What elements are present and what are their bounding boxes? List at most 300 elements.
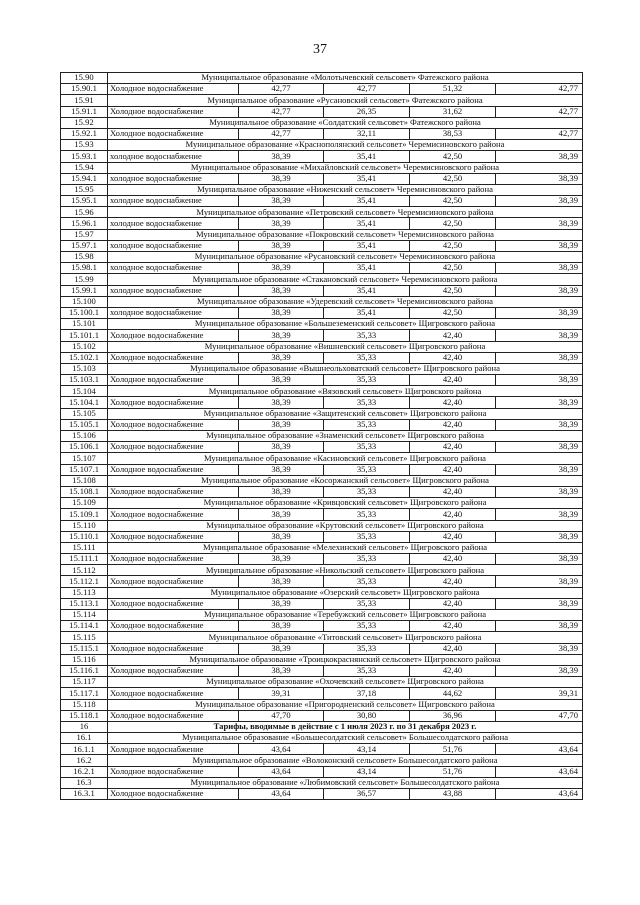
- service-name: холодное водоснабжение: [108, 240, 239, 251]
- municipality-row: [61, 431, 583, 442]
- tariff-value-2: 32,11: [324, 128, 410, 139]
- section-number: 15.115: [61, 632, 108, 643]
- municipality-row: [61, 453, 583, 464]
- municipality-name: Муниципальное образование «Ниженский сельсовет» Черемисиновского района: [108, 184, 583, 195]
- tariff-value-1: 38,39: [239, 509, 324, 520]
- municipality-name: Муниципальное образование «Любимовский сельсовет» Большесолдатского района: [108, 777, 583, 788]
- tariff-value-1: 38,39: [239, 621, 324, 632]
- tariff-value-2: 35,33: [324, 598, 410, 609]
- tariff-table: [60, 72, 583, 800]
- tariff-value-3: 42,40: [410, 352, 496, 363]
- tariff-value-1: 38,39: [239, 531, 324, 542]
- section-number: 15.100: [61, 296, 108, 307]
- tariff-value-1: 38,39: [239, 598, 324, 609]
- tariff-value-3: 42,40: [410, 509, 496, 520]
- section-number: 15.118: [61, 699, 108, 710]
- tariff-row: [61, 352, 583, 363]
- service-name: Холодное водоснабжение: [108, 106, 239, 117]
- period-heading-row: [61, 721, 583, 732]
- section-number: 15.103: [61, 363, 108, 374]
- tariff-value-2: 35,33: [324, 330, 410, 341]
- municipality-name: Муниципальное образование «Мелехинский сельсовет» Щигровского района: [108, 542, 583, 553]
- service-name: Холодное водоснабжение: [108, 442, 239, 453]
- tariff-value-4: 38,39: [496, 218, 583, 229]
- section-number: 15.108: [61, 475, 108, 486]
- service-name: холодное водоснабжение: [108, 218, 239, 229]
- tariff-value-2: 35,41: [324, 196, 410, 207]
- service-name: Холодное водоснабжение: [108, 576, 239, 587]
- row-number: 15.117.1: [61, 688, 108, 699]
- municipality-name: Муниципальное образование «Титовский сельсовет» Щигровского района: [108, 632, 583, 643]
- tariff-value-1: 38,39: [239, 486, 324, 497]
- tariff-value-2: 35,41: [324, 218, 410, 229]
- tariff-value-2: 43,14: [324, 766, 410, 777]
- tariff-value-4: 38,39: [496, 397, 583, 408]
- tariff-value-1: 43,64: [239, 789, 324, 800]
- tariff-row: [61, 621, 583, 632]
- service-name: Холодное водоснабжение: [108, 766, 239, 777]
- tariff-value-4: 38,39: [496, 307, 583, 318]
- municipality-row: [61, 184, 583, 195]
- tariff-row: [61, 263, 583, 274]
- service-name: холодное водоснабжение: [108, 173, 239, 184]
- municipality-row: [61, 341, 583, 352]
- service-name: Холодное водоснабжение: [108, 621, 239, 632]
- tariff-value-3: 42,40: [410, 397, 496, 408]
- service-name: Холодное водоснабжение: [108, 531, 239, 542]
- service-name: Холодное водоснабжение: [108, 397, 239, 408]
- section-number: 15.101: [61, 319, 108, 330]
- tariff-value-2: 35,41: [324, 263, 410, 274]
- section-number: 15.107: [61, 453, 108, 464]
- row-number: 15.116.1: [61, 665, 108, 676]
- tariff-row: [61, 665, 583, 676]
- municipality-name: Муниципальное образование «Теребужский сельсовет» Щигровского района: [108, 610, 583, 621]
- service-name: Холодное водоснабжение: [108, 330, 239, 341]
- tariff-row: [61, 688, 583, 699]
- section-number: 16.3: [61, 777, 108, 788]
- tariff-row: [61, 196, 583, 207]
- tariff-row: [61, 218, 583, 229]
- tariff-value-3: 36,96: [410, 710, 496, 721]
- municipality-name: Муниципальное образование «Петровский сельсовет» Черемисиновского района: [108, 207, 583, 218]
- section-number: 15.90: [61, 73, 108, 84]
- tariff-value-2: 42,77: [324, 84, 410, 95]
- section-number: 15.91: [61, 95, 108, 106]
- tariff-value-4: 38,39: [496, 486, 583, 497]
- tariff-value-3: 42,40: [410, 442, 496, 453]
- row-number: 15.115.1: [61, 643, 108, 654]
- tariff-value-3: 42,50: [410, 263, 496, 274]
- row-number: 15.114.1: [61, 621, 108, 632]
- row-number: 15.90.1: [61, 84, 108, 95]
- tariff-row: [61, 598, 583, 609]
- tariff-value-1: 38,39: [239, 307, 324, 318]
- section-number: 15.98: [61, 252, 108, 263]
- section-number: 15.112: [61, 565, 108, 576]
- tariff-value-4: 43,64: [496, 766, 583, 777]
- municipality-row: [61, 73, 583, 84]
- row-number: 15.118.1: [61, 710, 108, 721]
- section-number: 15.117: [61, 677, 108, 688]
- municipality-name: Муниципальное образование «Знаменский сельсовет» Щигровского района: [108, 431, 583, 442]
- service-name: Холодное водоснабжение: [108, 789, 239, 800]
- tariff-value-3: 44,62: [410, 688, 496, 699]
- tariff-table-body: [61, 73, 583, 800]
- municipality-row: [61, 386, 583, 397]
- tariff-value-3: 43,88: [410, 789, 496, 800]
- section-number: 15.110: [61, 520, 108, 531]
- tariff-value-4: 42,77: [496, 84, 583, 95]
- municipality-row: [61, 140, 583, 151]
- tariff-value-3: 42,50: [410, 307, 496, 318]
- tariff-value-2: 36,57: [324, 789, 410, 800]
- tariff-row: [61, 128, 583, 139]
- tariff-value-3: 42,50: [410, 173, 496, 184]
- row-number: 16.3.1: [61, 789, 108, 800]
- municipality-row: [61, 319, 583, 330]
- municipality-name: Муниципальное образование «Русановский сельсовет» Черемисиновского района: [108, 252, 583, 263]
- tariff-value-1: 38,39: [239, 464, 324, 475]
- tariff-value-1: 42,77: [239, 84, 324, 95]
- municipality-row: [61, 117, 583, 128]
- municipality-row: [61, 587, 583, 598]
- service-name: Холодное водоснабжение: [108, 744, 239, 755]
- tariff-value-2: 35,41: [324, 173, 410, 184]
- tariff-value-1: 38,39: [239, 375, 324, 386]
- tariff-value-3: 42,40: [410, 464, 496, 475]
- section-number: 15.94: [61, 162, 108, 173]
- municipality-row: [61, 542, 583, 553]
- municipality-name: Муниципальное образование «Вязовский сельсовет» Щигровского района: [108, 386, 583, 397]
- municipality-row: [61, 363, 583, 374]
- tariff-value-3: 42,40: [410, 486, 496, 497]
- tariff-value-4: 43,64: [496, 744, 583, 755]
- tariff-row: [61, 744, 583, 755]
- municipality-name: Муниципальное образование «Русановский сельсовет» Фатежского района: [108, 95, 583, 106]
- tariff-value-1: 43,64: [239, 766, 324, 777]
- tariff-value-4: 38,39: [496, 173, 583, 184]
- row-number: 15.101.1: [61, 330, 108, 341]
- tariff-value-2: 35,33: [324, 442, 410, 453]
- municipality-name: Муниципальное образование «Краснополянский сельсовет» Черемисиновского района: [108, 140, 583, 151]
- municipality-row: [61, 296, 583, 307]
- municipality-name: Муниципальное образование «Кривцовский сельсовет» Щигровского района: [108, 498, 583, 509]
- row-number: 15.100.1: [61, 307, 108, 318]
- tariff-value-1: 38,39: [239, 173, 324, 184]
- tariff-value-1: 47,70: [239, 710, 324, 721]
- row-number: 15.113.1: [61, 598, 108, 609]
- municipality-name: Муниципальное образование «Молотычевский сельсовет» Фатежского района: [108, 73, 583, 84]
- municipality-row: [61, 475, 583, 486]
- tariff-value-2: 35,33: [324, 419, 410, 430]
- tariff-value-1: 43,64: [239, 744, 324, 755]
- tariff-value-4: 38,39: [496, 240, 583, 251]
- tariff-row: [61, 766, 583, 777]
- tariff-row: [61, 307, 583, 318]
- tariff-value-4: 39,31: [496, 688, 583, 699]
- municipality-row: [61, 498, 583, 509]
- tariff-value-4: 38,39: [496, 151, 583, 162]
- tariff-row: [61, 554, 583, 565]
- tariff-row: [61, 397, 583, 408]
- municipality-name: Муниципальное образование «Волоконский сельсовет» Большесолдатского района: [108, 755, 583, 766]
- tariff-value-4: 47,70: [496, 710, 583, 721]
- municipality-name: Муниципальное образование «Михайловский сельсовет» Черемисиновского района: [108, 162, 583, 173]
- tariff-value-2: 35,33: [324, 531, 410, 542]
- municipality-row: [61, 610, 583, 621]
- tariff-value-4: 38,39: [496, 442, 583, 453]
- tariff-value-3: 42,40: [410, 531, 496, 542]
- tariff-value-1: 38,39: [239, 285, 324, 296]
- tariff-row: [61, 789, 583, 800]
- tariff-value-3: 42,40: [410, 576, 496, 587]
- tariff-value-1: 38,39: [239, 554, 324, 565]
- section-number: 16.2: [61, 755, 108, 766]
- service-name: холодное водоснабжение: [108, 263, 239, 274]
- tariff-row: [61, 84, 583, 95]
- municipality-row: [61, 755, 583, 766]
- tariff-value-1: 38,39: [239, 665, 324, 676]
- tariff-value-3: 42,50: [410, 218, 496, 229]
- tariff-value-2: 43,14: [324, 744, 410, 755]
- municipality-name: Муниципальное образование «Пригородненский сельсовет» Щигровского района: [108, 699, 583, 710]
- municipality-name: Муниципальное образование «Стакановский сельсовет» Черемисиновского района: [108, 274, 583, 285]
- tariff-value-1: 38,39: [239, 263, 324, 274]
- service-name: Холодное водоснабжение: [108, 688, 239, 699]
- tariff-value-2: 35,33: [324, 464, 410, 475]
- municipality-name: Муниципальное образование «Большеземенский сельсовет» Щигровского района: [108, 319, 583, 330]
- municipality-name: Муниципальное образование «Вышнеольховатский сельсовет» Щигровского района: [108, 363, 583, 374]
- tariff-value-4: 38,39: [496, 419, 583, 430]
- tariff-value-1: 38,39: [239, 240, 324, 251]
- municipality-name: Муниципальное образование «Вишневский сельсовет» Щигровского района: [108, 341, 583, 352]
- row-number: 15.92.1: [61, 128, 108, 139]
- tariff-value-4: 38,39: [496, 598, 583, 609]
- tariff-value-2: 35,33: [324, 643, 410, 654]
- service-name: Холодное водоснабжение: [108, 598, 239, 609]
- tariff-row: [61, 531, 583, 542]
- row-number: 15.91.1: [61, 106, 108, 117]
- tariff-value-2: 35,33: [324, 352, 410, 363]
- tariff-value-4: 38,39: [496, 330, 583, 341]
- municipality-row: [61, 252, 583, 263]
- service-name: Холодное водоснабжение: [108, 554, 239, 565]
- tariff-value-1: 38,39: [239, 576, 324, 587]
- municipality-name: Муниципальное образование «Никольский сельсовет» Щигровского района: [108, 565, 583, 576]
- row-number: 15.112.1: [61, 576, 108, 587]
- tariff-value-4: 38,39: [496, 509, 583, 520]
- row-number: 15.102.1: [61, 352, 108, 363]
- section-number: 15.109: [61, 498, 108, 509]
- municipality-row: [61, 229, 583, 240]
- tariff-value-1: 38,39: [239, 352, 324, 363]
- service-name: холодное водоснабжение: [108, 151, 239, 162]
- municipality-row: [61, 162, 583, 173]
- tariff-value-1: 38,39: [239, 330, 324, 341]
- tariff-value-2: 35,33: [324, 375, 410, 386]
- tariff-value-1: 42,77: [239, 128, 324, 139]
- tariff-row: [61, 710, 583, 721]
- tariff-value-3: 42,50: [410, 285, 496, 296]
- section-number: 15.96: [61, 207, 108, 218]
- section-number: 15.106: [61, 431, 108, 442]
- tariff-value-4: 38,39: [496, 621, 583, 632]
- tariff-row: [61, 643, 583, 654]
- service-name: Холодное водоснабжение: [108, 128, 239, 139]
- municipality-name: Муниципальное образование «Троицкокраснянский сельсовет» Щигровского района: [108, 654, 583, 665]
- tariff-row: [61, 486, 583, 497]
- tariff-value-4: 38,39: [496, 196, 583, 207]
- section-number: 15.114: [61, 610, 108, 621]
- service-name: холодное водоснабжение: [108, 196, 239, 207]
- municipality-row: [61, 207, 583, 218]
- service-name: Холодное водоснабжение: [108, 665, 239, 676]
- row-number: 16.2.1: [61, 766, 108, 777]
- tariff-row: [61, 419, 583, 430]
- tariff-value-1: 38,39: [239, 196, 324, 207]
- municipality-name: Муниципальное образование «Крутовский сельсовет» Щигровского района: [108, 520, 583, 531]
- tariff-row: [61, 173, 583, 184]
- tariff-value-2: 35,33: [324, 397, 410, 408]
- municipality-row: [61, 699, 583, 710]
- municipality-row: [61, 408, 583, 419]
- municipality-name: Муниципальное образование «Касиновский сельсовет» Щигровского района: [108, 453, 583, 464]
- tariff-value-4: 38,39: [496, 263, 583, 274]
- tariff-value-1: 42,77: [239, 106, 324, 117]
- municipality-row: [61, 777, 583, 788]
- row-number: 15.104.1: [61, 397, 108, 408]
- tariff-value-4: 38,39: [496, 285, 583, 296]
- tariff-row: [61, 285, 583, 296]
- tariff-row: [61, 106, 583, 117]
- tariff-value-4: 38,39: [496, 352, 583, 363]
- tariff-row: [61, 442, 583, 453]
- municipality-row: [61, 632, 583, 643]
- service-name: Холодное водоснабжение: [108, 464, 239, 475]
- tariff-value-2: 35,41: [324, 240, 410, 251]
- tariff-value-1: 38,39: [239, 419, 324, 430]
- tariff-value-4: 38,39: [496, 375, 583, 386]
- tariff-value-1: 39,31: [239, 688, 324, 699]
- tariff-value-1: 38,39: [239, 151, 324, 162]
- tariff-value-3: 42,40: [410, 643, 496, 654]
- service-name: Холодное водоснабжение: [108, 419, 239, 430]
- row-number: 15.99.1: [61, 285, 108, 296]
- tariff-value-3: 51,32: [410, 84, 496, 95]
- section-number: 15.104: [61, 386, 108, 397]
- tariff-value-2: 35,33: [324, 509, 410, 520]
- row-number: 15.111.1: [61, 554, 108, 565]
- section-number: 15.116: [61, 654, 108, 665]
- section-number: 15.93: [61, 140, 108, 151]
- row-number: 15.107.1: [61, 464, 108, 475]
- tariff-value-3: 42,50: [410, 240, 496, 251]
- section-number: 16.1: [61, 733, 108, 744]
- row-number: 15.93.1: [61, 151, 108, 162]
- section-number: 15.111: [61, 542, 108, 553]
- tariff-value-1: 38,39: [239, 397, 324, 408]
- municipality-row: [61, 274, 583, 285]
- row-number: 15.105.1: [61, 419, 108, 430]
- tariff-value-3: 51,76: [410, 766, 496, 777]
- tariff-row: [61, 375, 583, 386]
- tariff-row: [61, 576, 583, 587]
- page-number: 37: [313, 42, 327, 57]
- section-number: 15.113: [61, 587, 108, 598]
- tariff-row: [61, 509, 583, 520]
- section-number: 15.105: [61, 408, 108, 419]
- row-number: 15.98.1: [61, 263, 108, 274]
- tariff-row: [61, 330, 583, 341]
- row-number: 15.109.1: [61, 509, 108, 520]
- tariff-value-1: 38,39: [239, 218, 324, 229]
- section-number: 15.97: [61, 229, 108, 240]
- municipality-name: Муниципальное образование «Защитенский сельсовет» Щигровского района: [108, 408, 583, 419]
- tariff-value-1: 38,39: [239, 643, 324, 654]
- municipality-name: Муниципальное образование «Покровский сельсовет» Черемисиновского района: [108, 229, 583, 240]
- tariff-value-4: 38,39: [496, 576, 583, 587]
- row-number: 15.95.1: [61, 196, 108, 207]
- tariff-value-2: 35,33: [324, 621, 410, 632]
- municipality-row: [61, 520, 583, 531]
- section-number: 15.95: [61, 184, 108, 195]
- tariff-value-3: 42,40: [410, 621, 496, 632]
- municipality-name: Муниципальное образование «Охочевский сельсовет» Щигровского района: [108, 677, 583, 688]
- tariff-value-1: 38,39: [239, 442, 324, 453]
- service-name: Холодное водоснабжение: [108, 509, 239, 520]
- municipality-name: Муниципальное образование «Солдатский сельсовет» Фатежского района: [108, 117, 583, 128]
- tariff-value-2: 35,41: [324, 307, 410, 318]
- section-number: 15.99: [61, 274, 108, 285]
- tariff-value-2: 35,33: [324, 665, 410, 676]
- tariff-value-3: 42,40: [410, 598, 496, 609]
- row-number: 15.97.1: [61, 240, 108, 251]
- tariff-value-2: 26,35: [324, 106, 410, 117]
- section-number: 15.92: [61, 117, 108, 128]
- tariff-value-3: 51,76: [410, 744, 496, 755]
- section-number: 15.102: [61, 341, 108, 352]
- tariff-value-4: 43,64: [496, 789, 583, 800]
- tariff-value-3: 42,40: [410, 665, 496, 676]
- tariff-value-3: 42,40: [410, 330, 496, 341]
- tariff-value-3: 42,40: [410, 419, 496, 430]
- service-name: Холодное водоснабжение: [108, 710, 239, 721]
- period-heading: Тарифы, вводимые в действие с 1 июля 2023 г. по 31 декабря 2023 г.: [108, 721, 583, 732]
- row-number: 15.103.1: [61, 375, 108, 386]
- tariff-value-4: 38,39: [496, 464, 583, 475]
- municipality-name: Муниципальное образование «Озерский сельсовет» Щигровского района: [108, 587, 583, 598]
- tariff-value-2: 35,33: [324, 576, 410, 587]
- tariff-value-3: 42,40: [410, 375, 496, 386]
- tariff-value-2: 35,33: [324, 486, 410, 497]
- row-number: 15.110.1: [61, 531, 108, 542]
- tariff-value-3: 31,62: [410, 106, 496, 117]
- tariff-row: [61, 151, 583, 162]
- tariff-row: [61, 240, 583, 251]
- municipality-row: [61, 677, 583, 688]
- row-number: 16.1.1: [61, 744, 108, 755]
- tariff-value-4: 42,77: [496, 128, 583, 139]
- municipality-name: Муниципальное образование «Удеревский сельсовет» Черемисиновского района: [108, 296, 583, 307]
- tariff-value-3: 42,50: [410, 151, 496, 162]
- municipality-row: [61, 565, 583, 576]
- tariff-value-4: 42,77: [496, 106, 583, 117]
- tariff-row: [61, 464, 583, 475]
- service-name: Холодное водоснабжение: [108, 643, 239, 654]
- service-name: Холодное водоснабжение: [108, 486, 239, 497]
- tariff-value-4: 38,39: [496, 554, 583, 565]
